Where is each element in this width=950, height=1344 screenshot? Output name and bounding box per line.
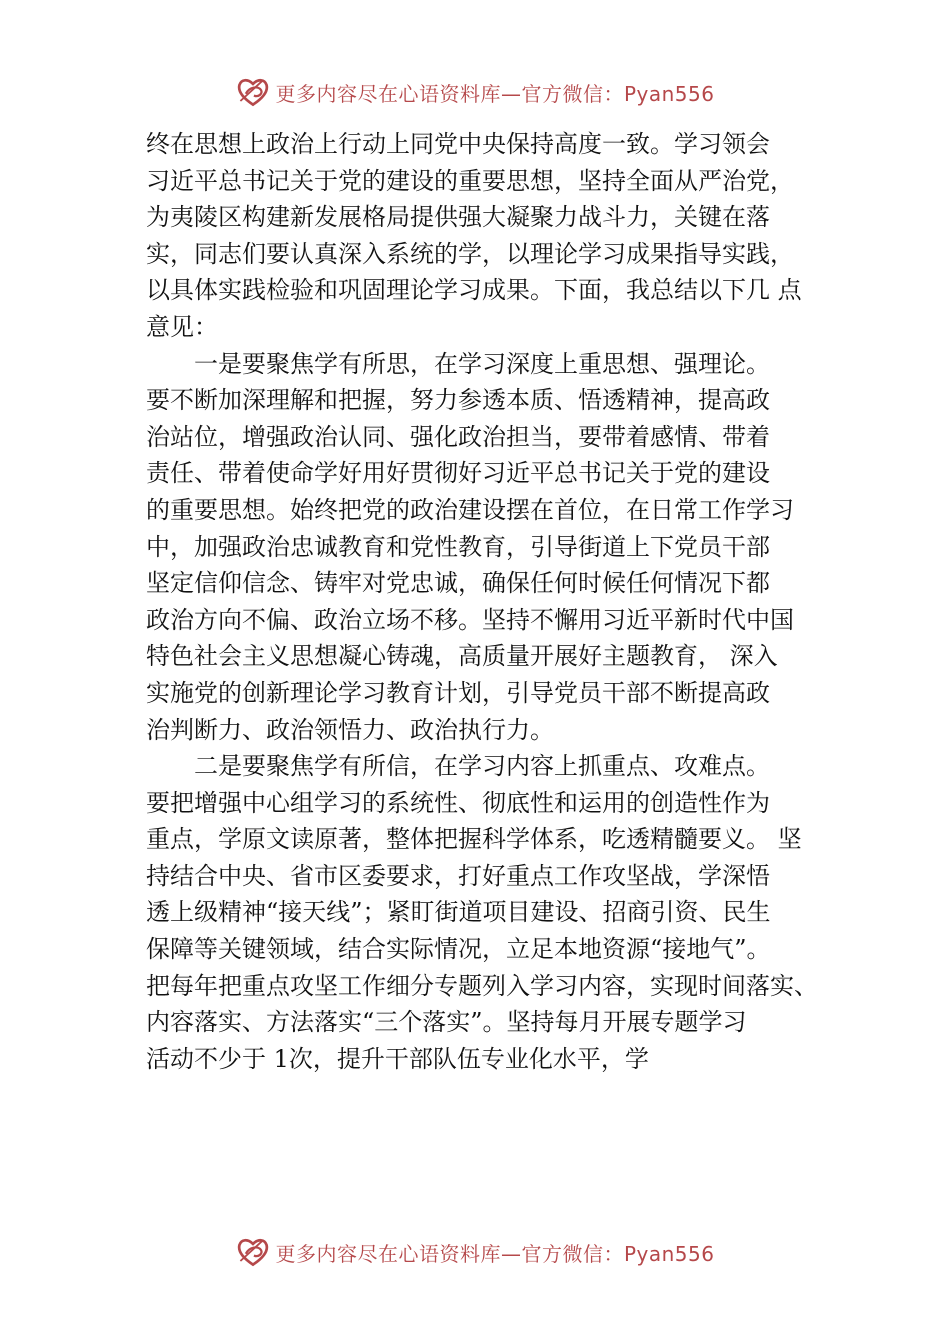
text-line: 的重要思想。始终把党的政治建设摆在首位，在日常工作学习 [146, 495, 794, 524]
footer-watermark-banner [0, 1232, 950, 1272]
text-line: 以具体实践检验和巩固理论学习成果。下面，我总结以下几 点 [146, 276, 802, 305]
text-line: 中，加强政治忠诚教育和党性教育，引导街道上下党员干部 [146, 532, 770, 561]
heart-swirl-logo-icon [235, 74, 271, 110]
watermark-text: 更多内容尽在心语资料库—官方微信：Pyan556 [275, 81, 715, 106]
text-line: 治站位，增强政治认同、强化政治担当，要带着感情、带着 [146, 422, 770, 451]
text-line: 特色社会主义思想凝心铸魂，高质量开展好主题教育， 深入 [146, 642, 778, 671]
document-body [146, 126, 846, 1077]
text-line: 为夷陵区构建新发展格局提供强大凝聚力战斗力，关键在落 [146, 203, 770, 232]
text-line: 透上级精神“接天线”；紧盯街道项目建设、招商引资、民生 [146, 898, 771, 927]
text-line: 习近平总书记关于党的建设的重要思想，坚持全面从严治党， [146, 166, 794, 195]
text-line: 重点，学原文读原著，整体把握科学体系，吃透精髓要义。 坚 [146, 825, 802, 854]
text-line: 内容落实、方法落实“三个落实”。坚持每月开展专题学习 [146, 1008, 747, 1037]
text-line: 坚定信仰信念、铸牢对党忠诚，确保任何时候任何情况下都 [146, 569, 770, 598]
text-line: 要不断加深理解和把握，努力参透本质、悟透精神，提高政 [146, 386, 770, 415]
text-line: 实施党的创新理论学习教育计划，引导党员干部不断提高政 [146, 678, 770, 707]
text-line: 终在思想上政治上行动上同党中央保持高度一致。学习领会 [146, 130, 770, 158]
text-line: 治判断力、政治领悟力、政治执行力。 [146, 715, 554, 744]
text-line: 持结合中央、省市区委要求，打好重点工作攻坚战，学深悟 [146, 861, 770, 890]
watermark-text: 更多内容尽在心语资料库—官方微信：Pyan556 [275, 1241, 715, 1266]
text-line: 实，同志们要认真深入系统的学，以理论学习成果指导实践， [146, 239, 794, 268]
text-line: 保障等关键领域，结合实际情况，立足本地资源“接地气”。 [146, 935, 771, 964]
header-watermark-banner [0, 72, 950, 112]
text-line: 活动不少于 1次，提升干部队伍专业化水平，学 [146, 1044, 649, 1073]
text-line: 政治方向不偏、政治立场不移。坚持不懈用习近平新时代中国 [146, 605, 794, 634]
text-line: 责任、带着使命学好用好贯彻好习近平总书记关于党的建设 [146, 459, 770, 488]
text-line: 把每年把重点攻坚工作细分专题列入学习内容，实现时间落实、 [146, 971, 818, 1000]
text-line: 意见： [146, 312, 218, 341]
paragraph-heading-2: 二是要聚焦学有所信，在学习内容上抓重点、攻难点。 [194, 752, 770, 781]
paragraph-heading-1: 一是要聚焦学有所思，在学习深度上重思想、强理论。 [194, 349, 770, 378]
heart-swirl-logo-icon [235, 1234, 271, 1270]
text-line: 要把增强中心组学习的系统性、彻底性和运用的创造性作为 [146, 788, 770, 817]
